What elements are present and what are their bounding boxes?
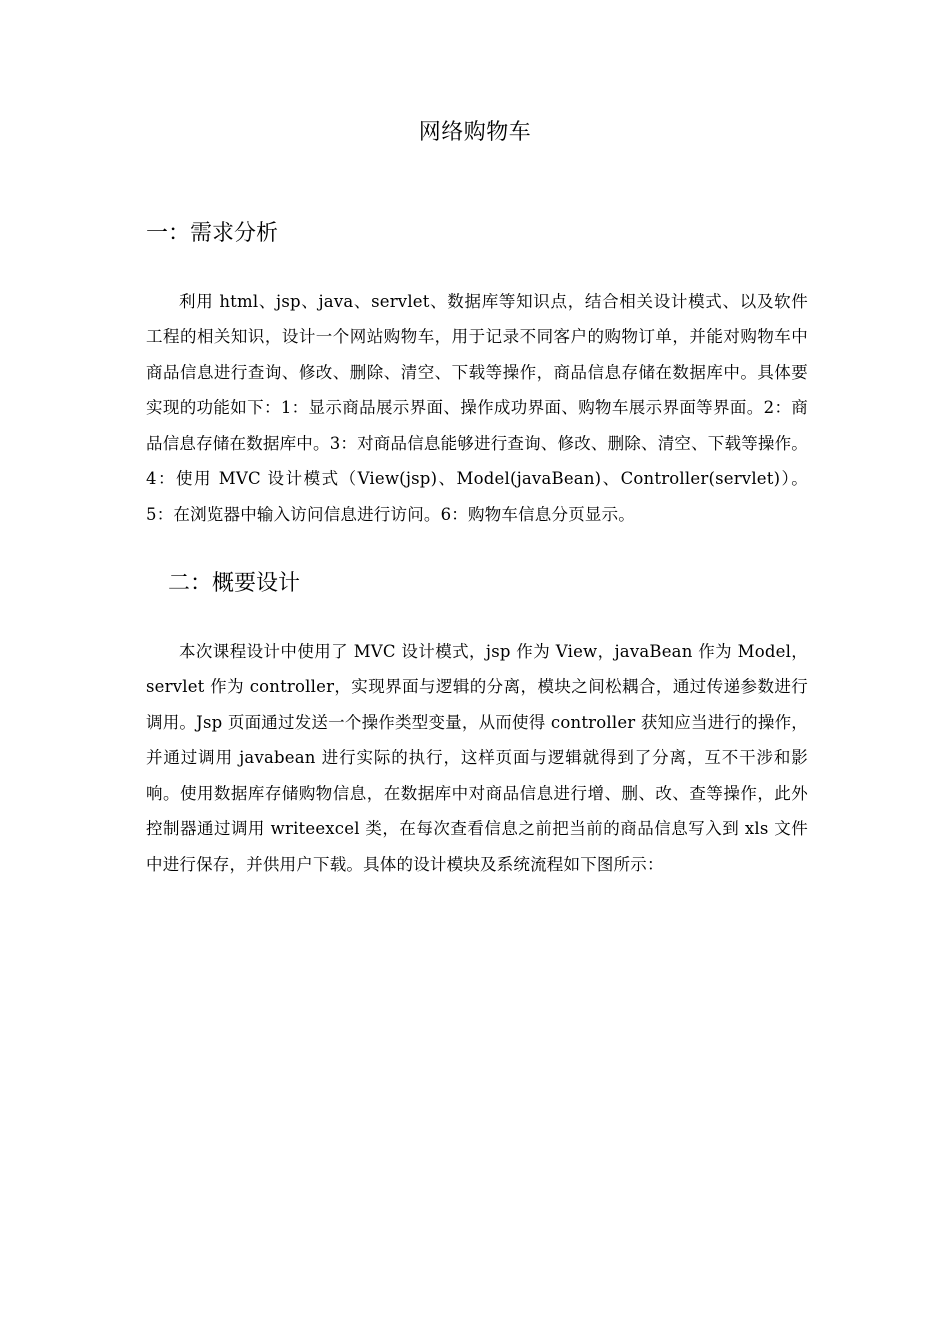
section-body-overview-design: 本次课程设计中使用了 MVC 设计模式，jsp 作为 View，javaBean 作为 Model，servlet 作为 controller，实现界面与逻辑的分离，模块之间松耦合，通过传递参数进行调用。Jsp 页面通过发送一个操作类型变量，从而使得 controller 获知应当进行的操作，并通过调用 javabean 进行实际的执行，这样页面与逻辑就得到了分离，互不干涉和影响。使用数据库存储购物信息，在数据库中对商品信息进行增、删、改、查等操作，此外控制器通过调用 writeexcel 类，在每次查看信息之前把当前的商品信息写入到 xls 文件中进行保存，并供用户下载。具体的设计模块及系统流程如下图所示： (146, 641, 808, 874)
section-body-requirements: 利用 html、jsp、java、servlet、数据库等知识点，结合相关设计模式、以及软件工程的相关知识，设计一个网站购物车，用于记录不同客户的购物订单，并能对购物车中商品信息进行查询、修改、删除、清空、下载等操作，商品信息存储在数据库中。具体要实现的功能如下：1：显示商品展示界面、操作成功界面、购物车展示界面等界面。2：商品信息存储在数据库中。3：对商品信息能够进行查询、修改、删除、清空、下载等操作。4：使用 MVC 设计模式（View(jsp)、Model(javaBean)、Controller(servlet)）。5：在浏览器中输入访问信息进行访问。6：购物车信息分页显示。 (146, 291, 808, 524)
section-heading-requirements: 一：需求分析 (146, 221, 279, 246)
section-heading-overview-design: 二：概要设计 (168, 571, 301, 596)
document-title: 网络购物车 (418, 120, 532, 145)
